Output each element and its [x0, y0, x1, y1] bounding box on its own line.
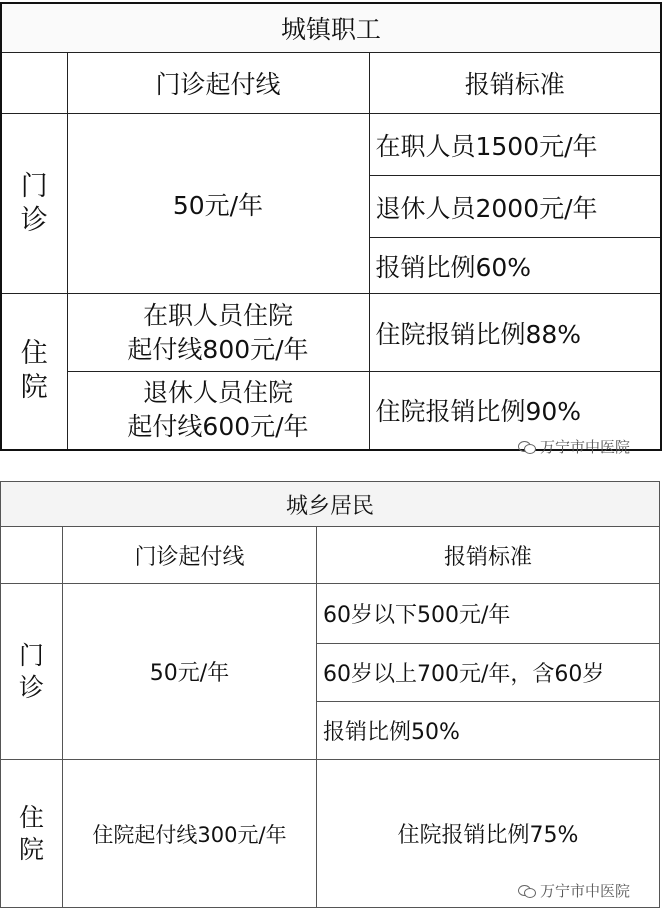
inpatient-threshold-1 [67, 294, 369, 372]
watermark [518, 880, 630, 901]
outpatient-standard-1: 60岁以下500元/年 [317, 584, 660, 644]
inpatient-standard-1: 住院报销比例88% [369, 294, 661, 372]
inpatient-threshold: 住院起付线300元/年 [63, 760, 317, 908]
outpatient-standard-1: 在职人员1500元/年 [369, 114, 661, 176]
inpatient-threshold-1-line2: 起付线800元/年 [127, 334, 309, 364]
header-standard: 报销标准 [369, 53, 661, 114]
outpatient-standard-3: 报销比例50% [317, 702, 660, 760]
wechat-icon [518, 440, 536, 454]
inpatient-threshold-2-line2: 起付线600元/年 [127, 412, 309, 442]
outpatient-threshold: 50元/年 [63, 584, 317, 760]
divider [0, 471, 662, 479]
corner-cell [1, 527, 63, 584]
outpatient-standard-2: 退休人员2000元/年 [369, 176, 661, 238]
outpatient-standard-2: 60岁以上700元/年，含60岁 [317, 644, 660, 702]
header-threshold: 门诊起付线 [67, 53, 369, 114]
inpatient-standard-2: 住院报销比例90% [369, 372, 661, 450]
watermark-text: 万宁市中医院 [540, 882, 631, 900]
table-title: 城乡居民 [1, 482, 660, 527]
row-label-inpatient: 住 院 [1, 760, 63, 908]
urban-rural-residents-table [0, 481, 660, 908]
inpatient-threshold-1-line1: 在职人员住院 [142, 300, 293, 330]
inpatient-threshold-2-line1: 退休人员住院 [142, 378, 293, 408]
urban-employees-table [0, 2, 662, 451]
header-standard: 报销标准 [317, 527, 660, 584]
row-label-inpatient: 住 院 [1, 294, 67, 450]
corner-cell [1, 53, 67, 114]
header-threshold: 门诊起付线 [63, 527, 317, 584]
table-title: 城镇职工 [1, 3, 661, 53]
watermark [518, 436, 630, 457]
inpatient-standard: 住院报销比例75% [317, 760, 660, 908]
row-label-outpatient: 门 诊 [1, 584, 63, 760]
outpatient-threshold: 50元/年 [67, 114, 369, 294]
row-label-outpatient: 门 诊 [1, 114, 67, 294]
inpatient-threshold-2 [67, 372, 369, 450]
watermark-text: 万宁市中医院 [540, 438, 631, 456]
outpatient-standard-3: 报销比例60% [369, 238, 661, 294]
wechat-icon [518, 884, 536, 898]
